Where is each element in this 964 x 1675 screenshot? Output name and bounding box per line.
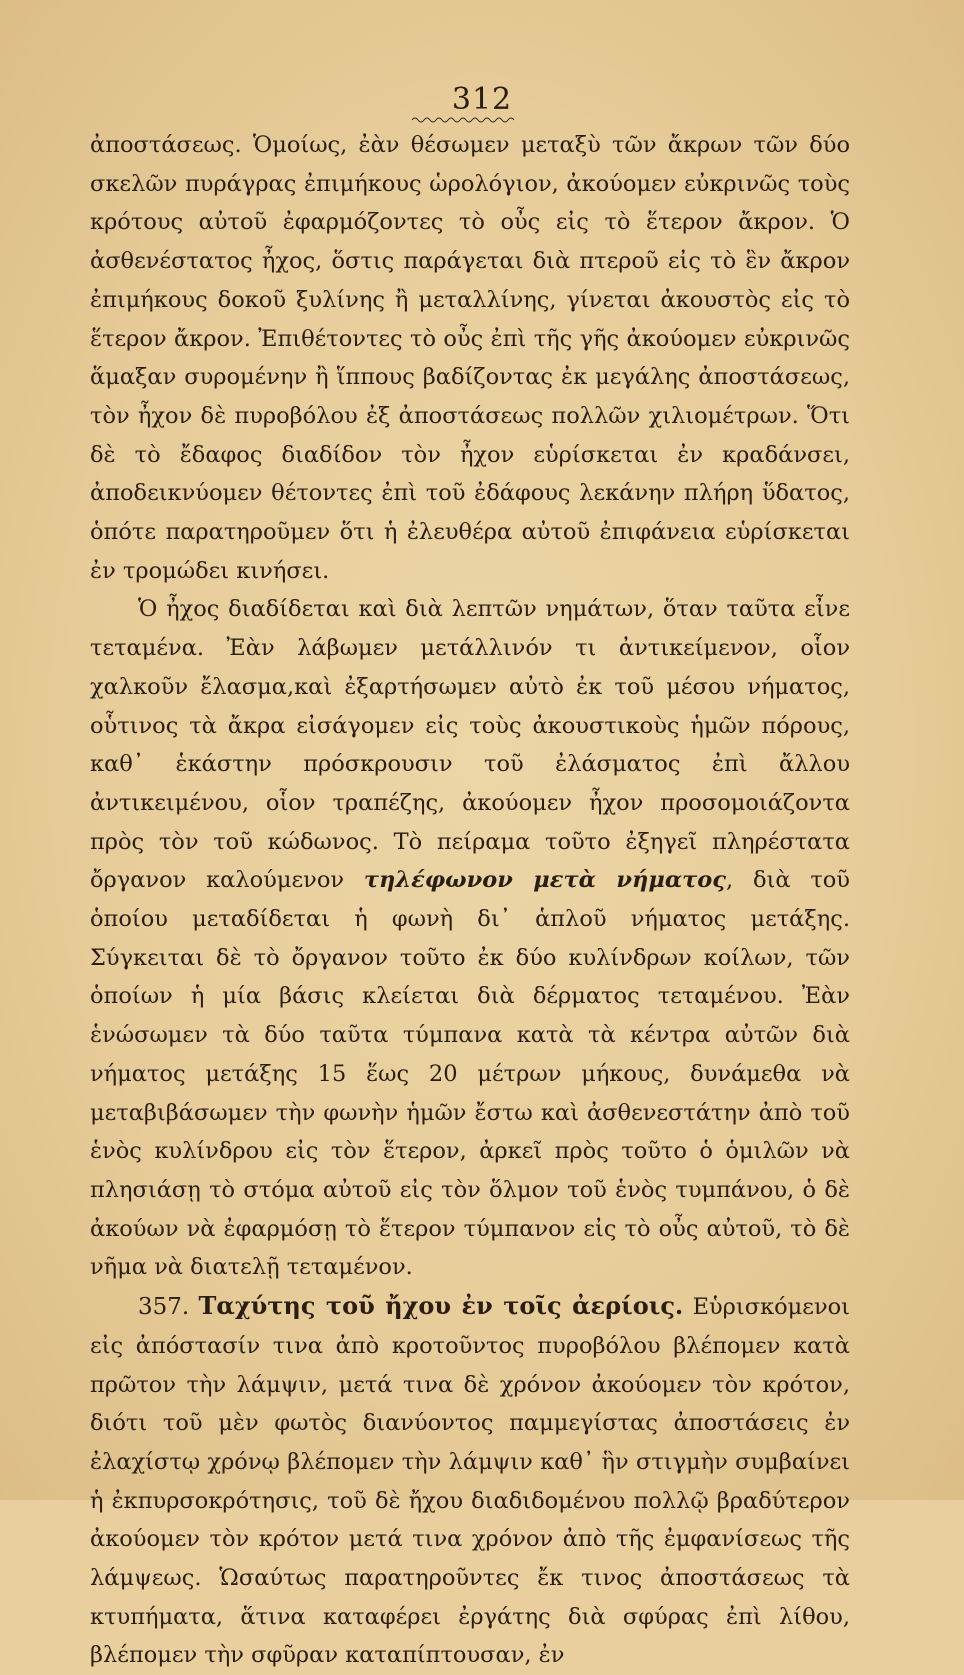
paragraph-text: ἀποστάσεως. Ὁμοίως, ἐὰν θέσωμεν μεταξὺ τῶν ἄκρων τῶν δύο σκελῶν πυράγρας ἐπιμήκους ὡρολόγιον, ἀκούομεν εὐκρινῶς τοὺς κρότους αὐτοῦ ἐφαρμόζοντες τὸ οὖς εἰς τὸ ἕτερον ἄκρον. Ὁ ἀσθενέστατος ἦχος, ὅστις παράγεται διὰ πτεροῦ εἰς τὸ ἓν ἄκρον ἐπιμήκους δοκοῦ ξυλίνης ἢ μεταλλίνης, γίνεται ἀκουστὸς εἰς τὸ ἕτερον ἄκρον. Ἐπιθέτοντες τὸ οὖς ἐπὶ τῆς γῆς ἀκούομεν εὐκρινῶς ἅμαξαν συρομένην ἢ ἵππους βαδίζοντας ἐκ μεγάλης ἀποστάσεως, τὸν ἦχον δὲ πυροβόλου ἐξ ἀποστάσεως πολλῶν χιλιομέτρων. Ὅτι δὲ τὸ ἔδαφος διαδίδον τὸν ἦχον εὑρίσκεται ἐν κραδάνσει, ἀποδεικνύομεν θέτοντες ἐπὶ τοῦ ἐδάφους λεκάνην πλήρη ὕδατος, ὁπότε παρατηροῦμεν ὅτι ἡ ἐλευθέρα αὐτοῦ ἐπιφάνεια εὑρίσκεται ἐν τρομώδει κινήσει. [90,132,850,584]
emphasized-term: τηλέφωνον μετὰ νήματος [363,867,726,894]
section-number: 357. [138,1294,190,1321]
paragraph-text: Ὁ ἦχος διαδίδεται καὶ διὰ λεπτῶν νημάτων, ὅταν ταῦτα εἶνε τεταμένα. Ἐὰν λάβωμεν μετάλλινόν τι ἀντικείμενον, οἷον χαλκοῦν ἔλασμα,καὶ ἐξαρτήσωμεν αὐτὸ ἐκ τοῦ μέσου νήματος, οὗτινος τὰ ἄκρα εἰσάγομεν εἰς τοὺς ἀκουστικοὺς ἡμῶν πόρους, καθ᾿ ἑκάστην πρόσκρουσιν τοῦ ἐλάσματος ἐπὶ ἄλλου ἀντικειμένου, οἷον τραπέζης, ἀκούομεν ἦχον προσομοιάζοντα πρὸς τὸν τοῦ κώδωνος. Τὸ πείραμα τοῦτο ἐξηγεῖ πληρέστατα ὄργανον καλούμενον [90,596,850,894]
page-number: 312 [451,82,513,117]
paragraph-thread-telephone [90,590,850,1287]
section-body: Εὑρισκόμενοι εἰς ἀπόστασίν τινα ἀπὸ κροτοῦντος πυροβόλου βλέπομεν κατὰ πρῶτον τὴν λάμψιν, μετά τινα δὲ χρόνον ἀκούομεν τὸν κρότον, διότι τοῦ μὲν φωτὸς διανύοντος παμμεγίστας ἀποστάσεις ἐν ἐλαχίστῳ χρόνῳ βλέπομεν τὴν λάμψιν καθ᾿ ἣν στιγμὴν συμβαίνει ἡ ἐκπυρσοκρότησις, τοῦ δὲ ἤχου διαδιδομένου πολλῷ βραδύτερον ἀκούομεν τὸν κρότον μετά τινα χρόνον ἀπὸ τῆς ἐμφανίσεως τῆς λάμψεως. Ὡσαύτως παρατηροῦντες ἔκ τινος ἀποστάσεως τὰ κτυπήματα, ἅτινα καταφέρει ἐργάτης διὰ σφύρας ἐπὶ λίθου, βλέπομεν τὴν σφῦραν καταπίπτουσαν, ἐν [90,1294,851,1669]
body-text [90,126,850,1675]
paragraph-text: , διὰ τοῦ ὁποίου μεταδίδεται ἡ φωνὴ δι᾿ ἁπλοῦ νήματος μετάξης. Σύγκειται δὲ τὸ ὄργανον τοῦτο ἐκ δύο κυλίνδρων κοίλων, τῶν ὁποίων ἡ μία βάσις κλείεται διὰ δέρματος τεταμένου. Ἐὰν ἑνώσωμεν τὰ δύο ταῦτα τύμπανα κατὰ τὰ κέντρα αὐτῶν διὰ νήματος μετάξης 15 ἕως 20 μέτρων μήκους, δυνάμεθα νὰ μεταβιβάσωμεν τὴν φωνὴν ἡμῶν ἔστω καὶ ἀσθενεστάτην ἀπὸ τοῦ ἑνὸς κυλίνδρου εἰς τὸν ἕτερον, ἀρκεῖ πρὸς τοῦτο ὁ ὁμιλῶν νὰ πλησιάσῃ τὸ στόμα αὐτοῦ εἰς τὸν ὅλμον τοῦ ἑνὸς τυμπάνου, ὁ δὲ ἀκούων νὰ ἐφαρμόσῃ τὸ ἕτερον τύμπανον εἰς τὸ οὖς αὐτοῦ, τὸ δὲ νῆμα νὰ διατελῇ τεταμένον. [90,867,850,1281]
paragraph-continued [90,126,850,590]
section-title: Ταχύτης τοῦ ἤχου ἐν τοῖς ἀερίοις. [198,1291,684,1321]
wavy-rule-ornament [412,116,516,124]
section-357 [90,1287,850,1675]
